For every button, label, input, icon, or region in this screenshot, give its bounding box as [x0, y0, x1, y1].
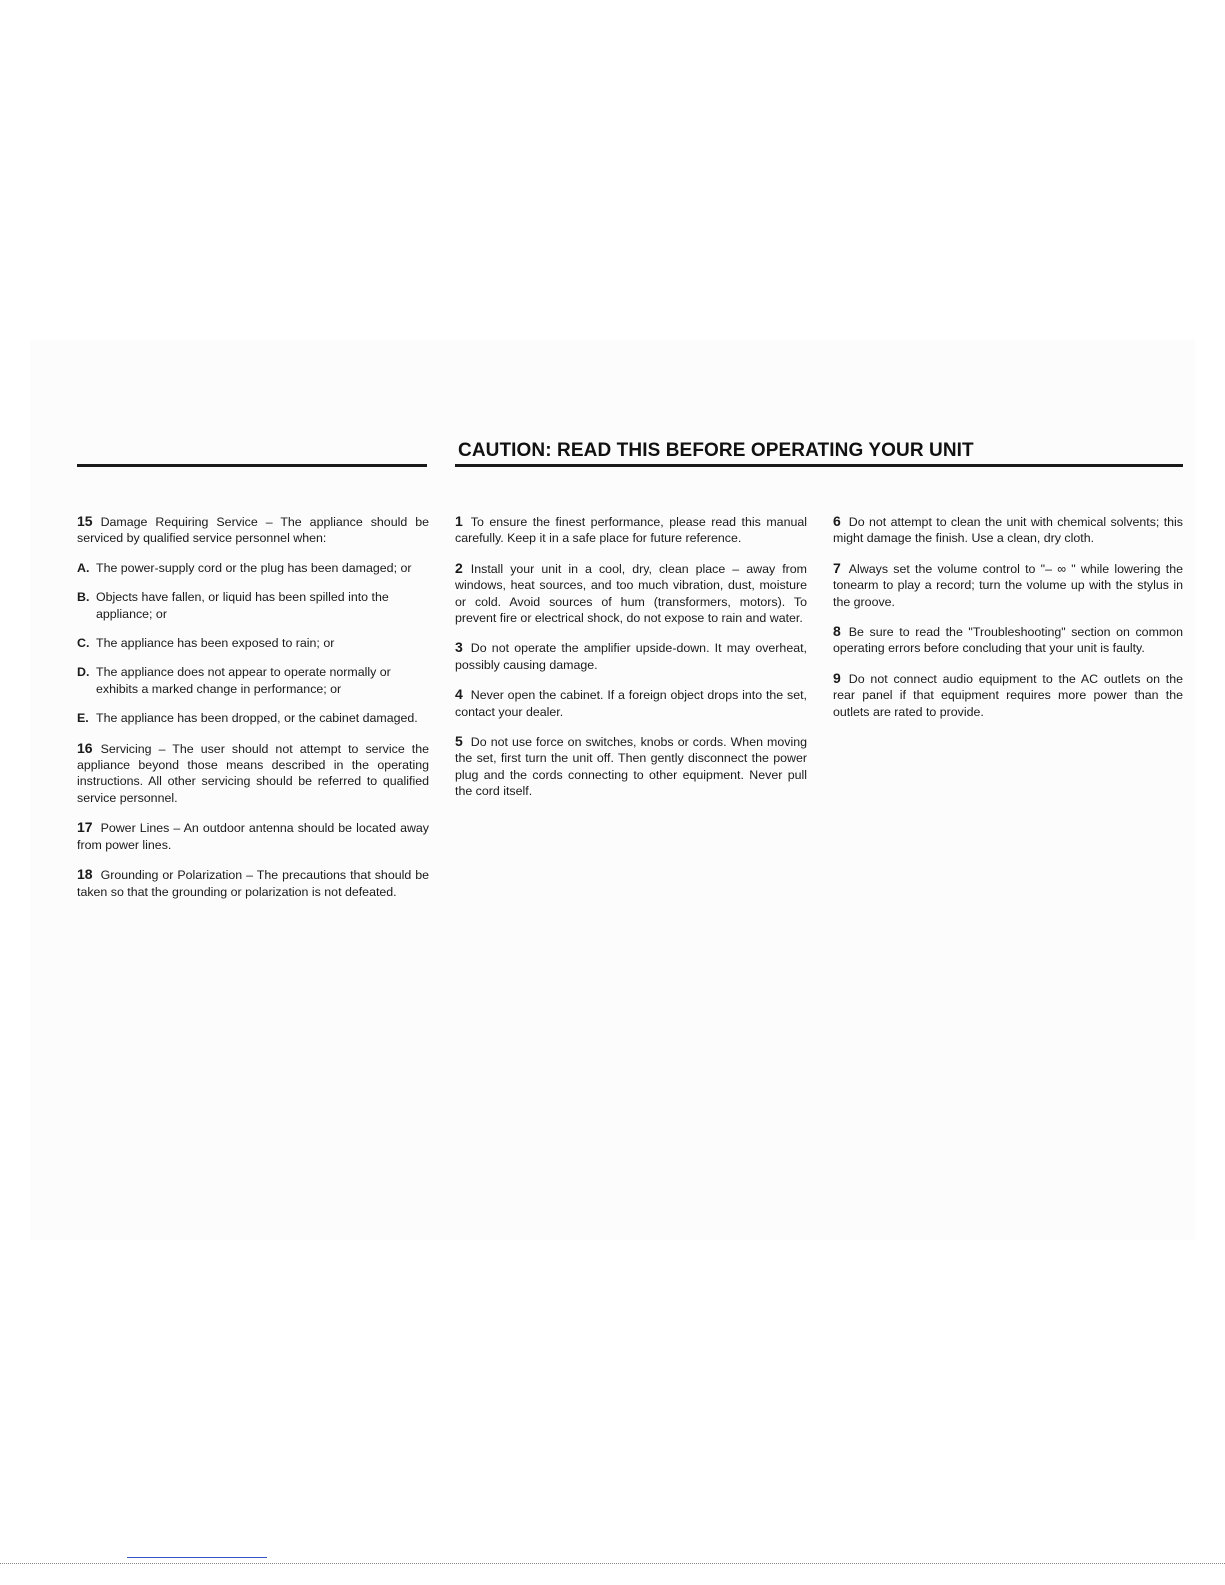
item-15-d: D. The appliance does not appear to operate normally or exhibits a marked change in performance; or	[77, 665, 391, 696]
item-7: 7 Always set the volume control to "– ∞ " while lowering the tonearm to play a record; turn the volume up with the stylus in the groove.	[833, 559, 1183, 609]
header-rule-left	[77, 464, 427, 467]
item-9: 9 Do not connect audio equipment to the AC outlets on the rear panel if that equipment requires more power than the outlets are rated to provide.	[833, 669, 1183, 719]
column-middle	[455, 513, 807, 813]
item-17: 17 Power Lines – An outdoor antenna should be located away from power lines.	[77, 819, 429, 852]
item-6: 6 Do not attempt to clean the unit with chemical solvents; this might damage the finish. Use a clean, dry cloth.	[833, 513, 1183, 546]
item-15-a: A. The power-supply cord or the plug has been damaged; or	[77, 560, 412, 575]
footer-link-underline	[127, 1557, 267, 1558]
item-4: 4 Never open the cabinet. If a foreign object drops into the set, contact your dealer.	[455, 686, 807, 719]
item-8: 8 Be sure to read the "Troubleshooting" section on common operating errors before concluding that your unit is faulty.	[833, 623, 1183, 656]
item-15-b: B. Objects have fallen, or liquid has been spilled into the appliance; or	[77, 590, 389, 621]
item-5: 5 Do not use force on switches, knobs or cords. When moving the set, first turn the unit off. Then gently disconnect the power plug and the cords connecting to other equipment. Never pull the cord itself.	[455, 733, 807, 799]
item-1: 1 To ensure the finest performance, please read this manual carefully. Keep it in a safe place for future reference.	[455, 513, 807, 546]
item-15: 15 Damage Requiring Service – The appliance should be serviced by qualified service personnel when:	[77, 513, 429, 546]
item-18: 18 Grounding or Polarization – The precautions that should be taken so that the grounding or polarization is not defeated.	[77, 866, 429, 899]
item-15-e: E. The appliance has been dropped, or the cabinet damaged.	[77, 711, 418, 726]
header-rule-right	[455, 464, 1183, 467]
footer-dotted-rule	[0, 1563, 1225, 1564]
item-3: 3 Do not operate the amplifier upside-down. It may overheat, possibly causing damage.	[455, 639, 807, 672]
column-right	[833, 513, 1183, 733]
page-title: CAUTION: READ THIS BEFORE OPERATING YOUR UNIT	[458, 440, 974, 461]
item-2: 2 Install your unit in a cool, dry, clean place – away from windows, heat sources, and too much vibration, dust, moisture or cold. Avoid sources of hum (transformers, motors). To prevent fire or electrical shock, do not expose to rain and water.	[455, 559, 807, 626]
column-left	[77, 513, 429, 913]
item-15-c: C. The appliance has been exposed to rain; or	[77, 636, 335, 651]
item-16: 16 Servicing – The user should not attempt to service the appliance beyond those means described in the operating instructions. All other servicing should be referred to qualified service personnel.	[77, 739, 429, 805]
